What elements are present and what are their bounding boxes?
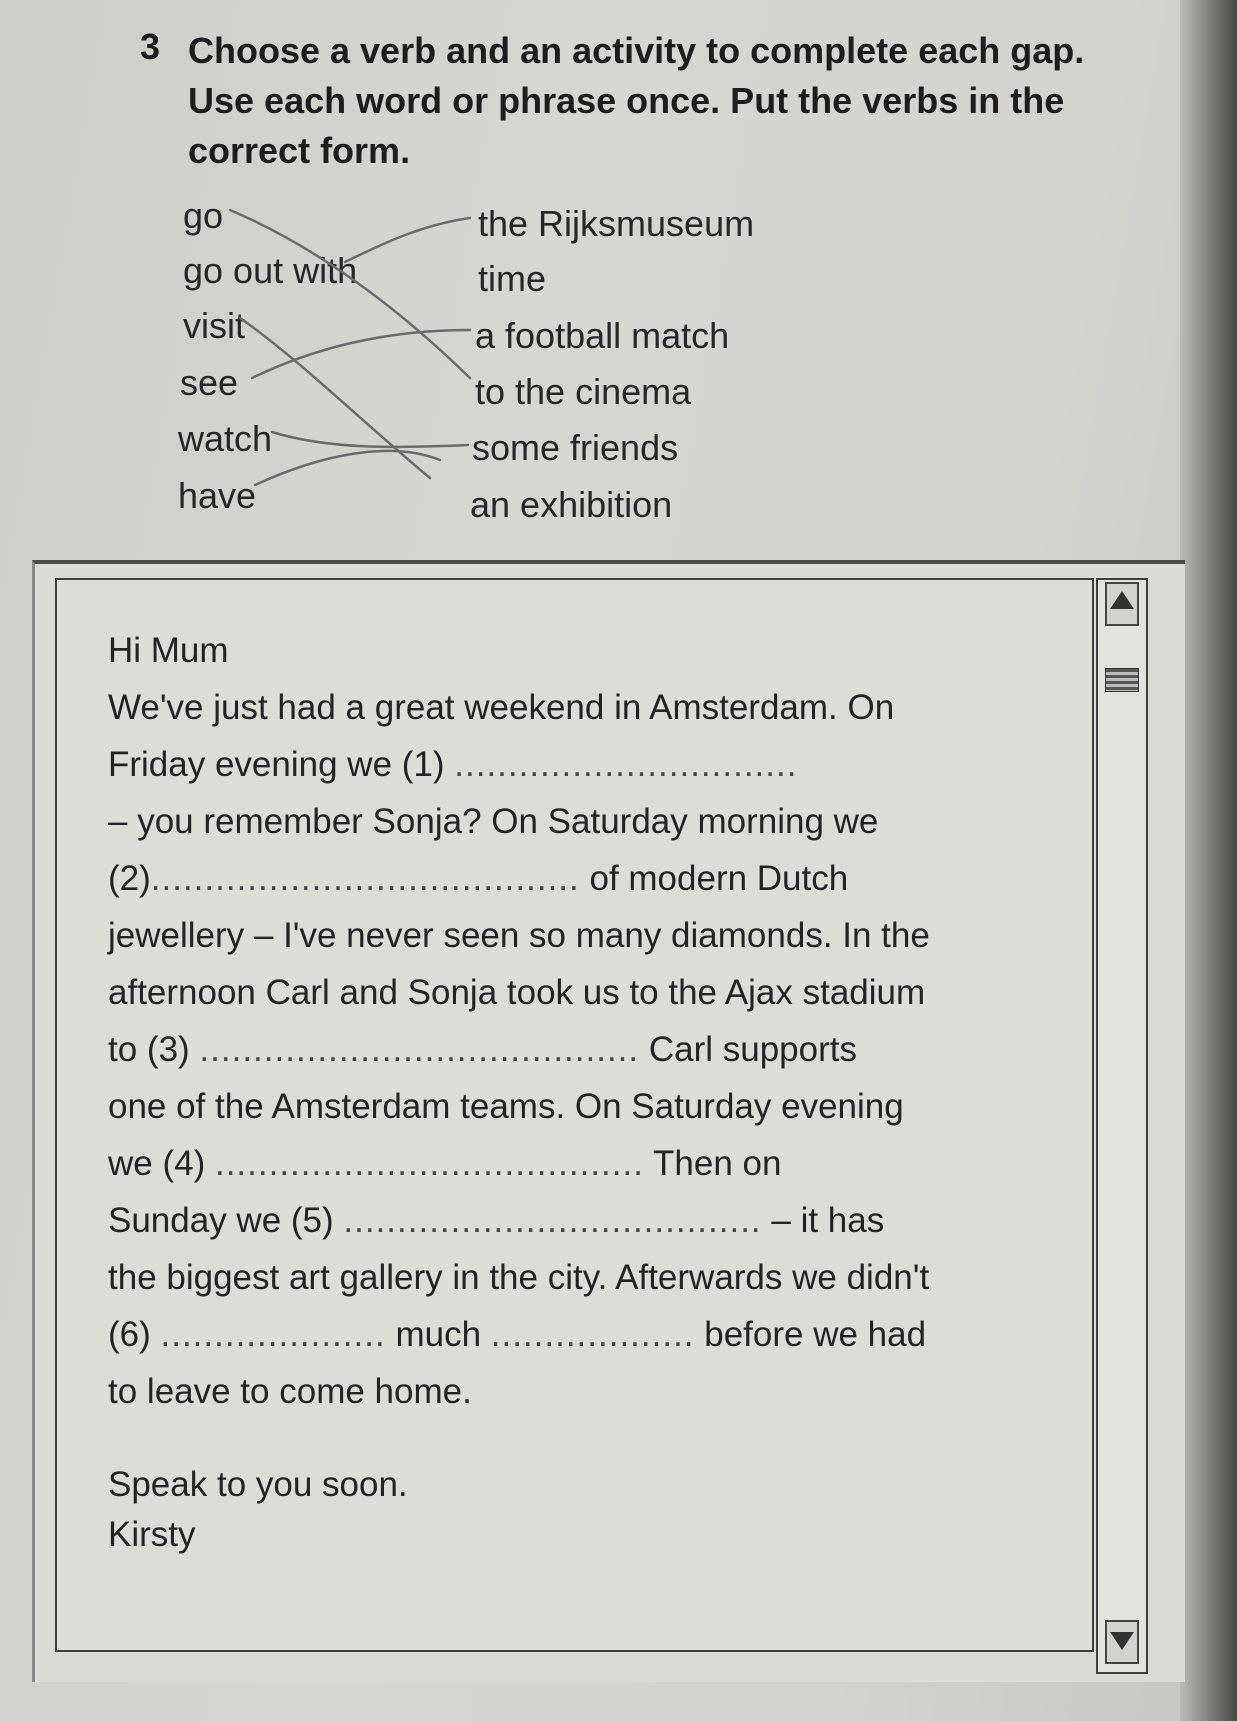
gap-4[interactable]: ........................................: [214, 1144, 644, 1183]
verb-item[interactable]: go: [183, 195, 224, 236]
activity-item[interactable]: time: [478, 258, 547, 299]
scrollbar-track[interactable]: [1096, 578, 1148, 1674]
letter-text: [108, 622, 1048, 1560]
letter-line: (2)........................................ of modern Dutch: [108, 859, 849, 898]
letter-line: one of the Amsterdam teams. On Saturday evening: [108, 1087, 904, 1126]
match-line: [272, 432, 468, 447]
scrollbar-thumb[interactable]: [1105, 668, 1139, 692]
match-line: [240, 318, 430, 478]
verb-item[interactable]: watch: [178, 418, 273, 459]
verb-item[interactable]: see: [180, 362, 239, 403]
exercise-instruction: Choose a verb and an activity to complete each gap. Use each word or phrase once. Put the verbs in the correct form.: [188, 30, 1085, 171]
gap-6b[interactable]: ...................: [490, 1315, 695, 1354]
letter-line: We've just had a great weekend in Amsterdam. On: [108, 688, 895, 727]
letter-line: Sunday we (5) ....................................... – it has: [108, 1201, 885, 1240]
gap-6a[interactable]: .....................: [160, 1315, 386, 1354]
letter-line: to (3) ......................................... Carl supports: [108, 1030, 857, 1069]
gap-2[interactable]: ........................................: [150, 859, 580, 898]
scroll-up-icon[interactable]: [1105, 582, 1139, 626]
letter-line: – you remember Sonja? On Saturday morning we: [108, 802, 879, 841]
letter-line: to leave to come home.: [108, 1372, 472, 1411]
letter-line: the biggest art gallery in the city. Afterwards we didn't: [108, 1258, 930, 1297]
letter-greeting: Hi Mum: [108, 631, 229, 670]
letter-signoff: [108, 1460, 1048, 1560]
pencil-matching-lines: [0, 0, 1237, 600]
verb-item[interactable]: visit: [183, 305, 245, 346]
activity-item[interactable]: the Rijksmuseum: [478, 203, 755, 244]
gap-3[interactable]: .........................................: [199, 1030, 640, 1069]
letter-line: Friday evening we (1) ................................: [108, 745, 798, 784]
letter-line: (6) ..................... much ................... before we had: [108, 1315, 927, 1354]
letter-line: jewellery – I've never seen so many diamonds. In the: [108, 916, 930, 955]
match-line: [252, 330, 470, 378]
activity-item[interactable]: to the cinema: [475, 371, 692, 412]
activity-item[interactable]: an exhibition: [470, 484, 673, 525]
letter-closing: Speak to you soon.: [108, 1465, 408, 1504]
verb-item[interactable]: go out with: [183, 250, 358, 291]
letter-line: afternoon Carl and Sonja took us to the Ajax stadium: [108, 973, 926, 1012]
letter-signature: Kirsty: [108, 1515, 196, 1554]
gap-1[interactable]: ................................: [454, 745, 798, 784]
match-line: [255, 451, 440, 485]
gap-5[interactable]: .......................................: [343, 1201, 762, 1240]
verb-item[interactable]: have: [178, 475, 257, 516]
activity-item[interactable]: some friends: [472, 427, 679, 468]
activity-item[interactable]: a football match: [475, 315, 730, 356]
letter-line: we (4) ........................................ Then on: [108, 1144, 782, 1183]
match-line: [230, 210, 470, 378]
exercise-number: 3: [140, 26, 161, 67]
scroll-down-icon[interactable]: [1105, 1620, 1139, 1664]
match-line: [345, 218, 470, 262]
